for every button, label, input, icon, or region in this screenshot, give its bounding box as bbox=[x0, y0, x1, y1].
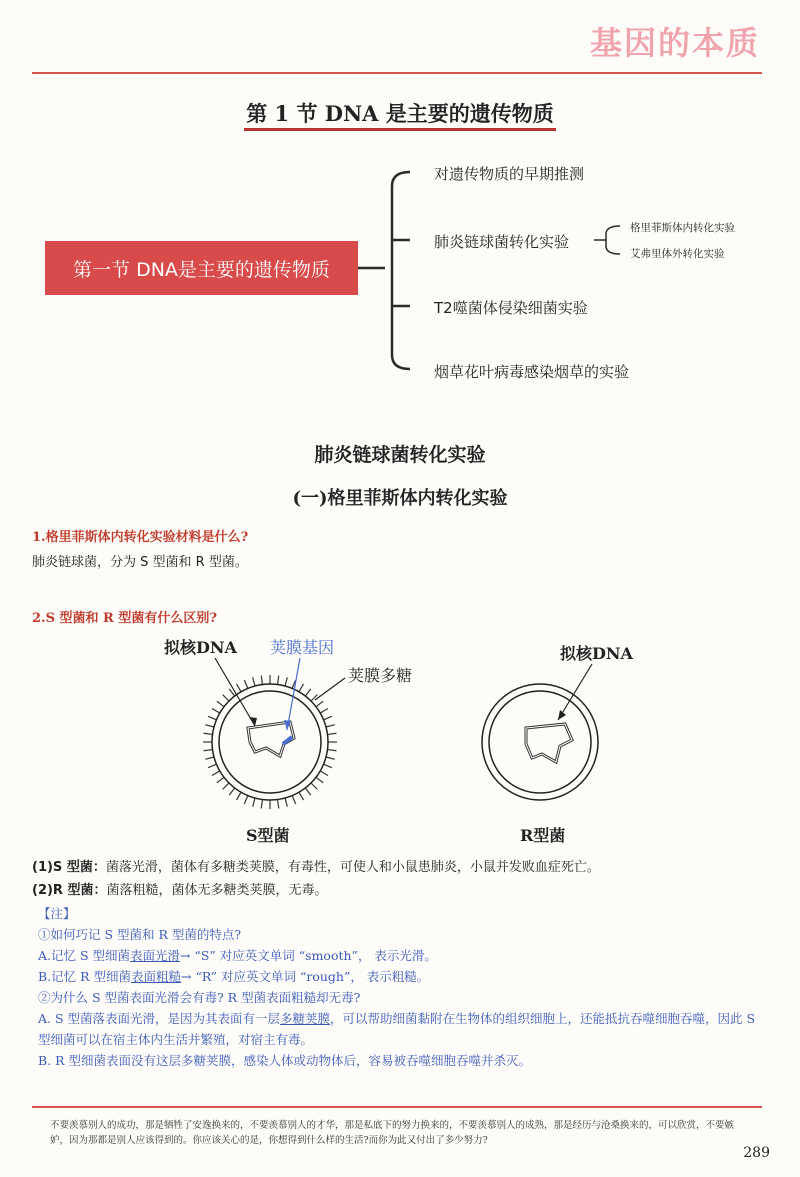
capsule-spike bbox=[316, 701, 323, 706]
capsule-spike bbox=[212, 771, 220, 776]
mindmap-root: 第一节 DNA是主要的遗传物质 bbox=[45, 241, 358, 295]
capsule-spike bbox=[217, 701, 224, 706]
bacteria-diagram bbox=[0, 620, 800, 850]
capsule-spike bbox=[223, 783, 229, 789]
r-dna-arrow-head bbox=[558, 710, 566, 720]
capsule-spike bbox=[326, 725, 335, 727]
s-gene-label: 荚膜基因 bbox=[270, 638, 335, 657]
capsule-spike bbox=[328, 733, 337, 734]
capsule-spike bbox=[285, 798, 287, 807]
capsule-spike bbox=[204, 750, 213, 751]
capsule-spike bbox=[205, 725, 214, 727]
note-question-1: ①如何巧记 S 型菌和 R 型菌的特点? bbox=[38, 927, 242, 942]
s-caption: S型菌 bbox=[246, 826, 290, 845]
capsule-spike bbox=[324, 764, 332, 767]
note-box bbox=[38, 903, 768, 1071]
capsule-spike bbox=[244, 680, 247, 688]
s-dna-arrow-head bbox=[249, 717, 257, 726]
capsule-spike bbox=[204, 733, 213, 734]
s-dna-label: 拟核DNA bbox=[164, 638, 237, 657]
capsule-spike bbox=[305, 788, 310, 795]
capsule-spike bbox=[311, 783, 317, 789]
capsule-spike bbox=[208, 716, 216, 719]
capsule-spike bbox=[261, 800, 262, 809]
r-cell-inner-circle bbox=[489, 691, 591, 793]
mindmap-connectors bbox=[0, 0, 800, 420]
chapter-title: 基因的本质 bbox=[589, 24, 760, 62]
capsule-spike bbox=[305, 689, 310, 696]
mindmap-branch-pneumococcus: 肺炎链球菌转化实验 bbox=[434, 233, 570, 251]
capsule-spike bbox=[299, 684, 304, 692]
mindmap-branch-phage: T2噬菌体侵染细菌实验 bbox=[434, 299, 588, 317]
capsule-spike bbox=[320, 771, 328, 776]
capsule-spike bbox=[278, 676, 279, 685]
r-dna-label: 拟核DNA bbox=[560, 644, 633, 663]
capsule-spike bbox=[292, 796, 295, 804]
capsule-spike bbox=[328, 750, 337, 751]
r-description: (2)R 型菌：菌落粗糙，菌体无多糖类荚膜，无毒。 bbox=[32, 883, 328, 898]
footer-motto: 不要羡慕别人的成功，那是牺牲了安逸换来的，不要羡慕别人的才华，那是私底下的努力换来的，不要羡慕别人的成熟，那是经历与沧桑换来的，可以欣赏，不要嫉妒，因为那都是别人应该得到的。你应该关心的是，你想得到什么样的生活?而你为此又付出了多少努力? bbox=[50, 1120, 735, 1146]
capsule-spike bbox=[324, 716, 332, 719]
capsule-spike bbox=[326, 757, 335, 759]
page-number: 289 bbox=[743, 1145, 770, 1161]
capsule-spike bbox=[261, 676, 262, 685]
capsule-spike bbox=[278, 800, 279, 809]
capsule-spike bbox=[311, 695, 317, 701]
capsule-spike bbox=[212, 709, 220, 714]
capsule-spike bbox=[205, 757, 214, 759]
note-question-2: ②为什么 S 型菌表面光滑会有毒? R 型菌表面粗糙却无毒? bbox=[38, 990, 361, 1005]
question-1: 1.格里菲斯体内转化实验材料是什么? bbox=[32, 530, 249, 545]
capsule-spike bbox=[223, 695, 229, 701]
r-cell-outer-circle bbox=[482, 684, 598, 800]
capsule-spike bbox=[237, 684, 242, 692]
r-caption: R型菌 bbox=[520, 826, 566, 845]
capsule-spike bbox=[253, 798, 255, 807]
question-2: 2.S 型菌和 R 型菌有什么区别? bbox=[32, 611, 217, 626]
answer-1: 肺炎链球菌，分为 S 型菌和 R 型菌。 bbox=[32, 555, 248, 570]
capsule-spike bbox=[229, 788, 234, 795]
capsule-spikes bbox=[203, 675, 337, 809]
capsule-spike bbox=[237, 792, 242, 800]
capsule-spike bbox=[320, 709, 328, 714]
capsule-gene-mark bbox=[283, 737, 292, 744]
capsule-spike bbox=[285, 677, 287, 686]
experiment-title: 肺炎链球菌转化实验 bbox=[314, 444, 486, 466]
capsule-spike bbox=[316, 777, 323, 782]
note-item-b: B.记忆 R 型细菌表面粗糙→ “R” 对应英文单词 “rough”， 表示粗糙。 bbox=[38, 969, 430, 984]
mindmap-branch-tmv: 烟草花叶病毒感染烟草的实验 bbox=[434, 363, 630, 381]
capsule-spike bbox=[217, 777, 224, 782]
mindmap-sub-griffith: 格里菲斯体内转化实验 bbox=[630, 222, 735, 234]
s-cell-outer-circle bbox=[212, 684, 328, 800]
s-description: (1)S 型菌：菌落光滑，菌体有多糖类荚膜，有毒性，可使人和小鼠患肺炎，小鼠并发败血症死亡。 bbox=[32, 860, 600, 875]
note-item-a: A.记忆 S 型细菌表面光滑→ “S” 对应英文单词 “smooth”， 表示光滑。 bbox=[38, 948, 437, 963]
s-polysaccharide-label: 荚膜多糖 bbox=[348, 666, 413, 685]
capsule-spike bbox=[299, 792, 304, 800]
capsule-spike bbox=[244, 796, 247, 804]
s-dna-arrow bbox=[215, 658, 255, 726]
section-title: 第 1 节 DNA 是主要的遗传物质 bbox=[0, 98, 800, 128]
capsule-spike bbox=[208, 764, 216, 767]
experiment-subtitle: (一)格里菲斯体内转化实验 bbox=[292, 488, 508, 509]
mindmap-branch-early: 对遗传物质的早期推测 bbox=[434, 165, 585, 183]
note-answer-b: B. R 型细菌表面没有这层多糖荚膜，感染人体或动物体后，容易被吞噬细胞吞噬并杀灭。 bbox=[38, 1053, 532, 1068]
mindmap-sub-avery: 艾弗里体外转化实验 bbox=[630, 248, 725, 260]
capsule-spike bbox=[253, 677, 255, 686]
s-cell-inner-circle bbox=[219, 691, 321, 793]
footer-divider bbox=[32, 1106, 762, 1108]
r-dna-arrow bbox=[558, 664, 592, 720]
s-polysaccharide-arrow bbox=[315, 678, 345, 700]
note-answer-a: A. S 型菌落表面光滑，是因为其表面有一层多糖荚膜，可以帮助细菌黏附在生物体的组织细胞上，还能抵抗吞噬细胞吞噬，因此 S 型细菌可以在宿主体内生活并繁殖，对宿主有毒。 bbox=[38, 1011, 756, 1047]
note-heading: 【注】 bbox=[38, 906, 76, 921]
